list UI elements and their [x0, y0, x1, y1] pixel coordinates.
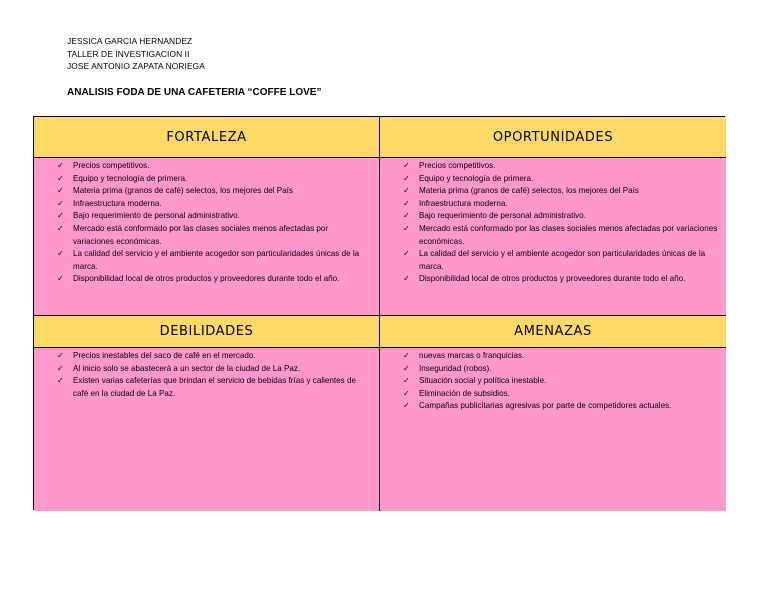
- list-item: [396, 198, 718, 211]
- fortaleza-list: [50, 160, 371, 286]
- fortaleza-cell: [34, 158, 380, 316]
- checkmark-icon: ✓: [403, 388, 410, 398]
- author-header: [67, 35, 205, 73]
- checkmark-icon: ✓: [403, 249, 410, 259]
- list-item-text: Precios inestables del saco de café en el mercado.: [73, 351, 256, 360]
- foda-table: [33, 116, 725, 510]
- debilidades-cell: [34, 348, 380, 511]
- list-item-text: Inseguridad (robos).: [419, 363, 492, 373]
- checkmark-icon: ✓: [57, 363, 64, 373]
- checkmark-icon: ✓: [57, 161, 64, 170]
- checkmark-icon: ✓: [57, 351, 64, 360]
- checkmark-icon: ✓: [403, 173, 410, 183]
- amenazas-list: [396, 350, 718, 413]
- list-item-text: Precios competitivos.: [419, 161, 496, 170]
- list-item: [396, 248, 718, 273]
- list-item: [396, 350, 718, 363]
- list-item-text: nuevas marcas o franquicias.: [419, 351, 525, 360]
- list-item-text: Eliminación de subsidios.: [419, 388, 510, 398]
- checkmark-icon: ✓: [403, 211, 410, 221]
- checkmark-icon: ✓: [403, 351, 410, 360]
- list-item-text: Situación social y política inestable.: [419, 376, 547, 386]
- list-item-text: Equipo y tecnología de primera.: [73, 173, 188, 183]
- list-item-text: Mercado está conformado por las clases sociales menos afectadas por variaciones económicas.: [419, 223, 718, 246]
- list-item-text: Disponibilidad local de otros productos y proveedores durante todo el año.: [419, 274, 686, 284]
- list-item-text: Precios competitivos.: [73, 161, 150, 170]
- list-item-text: Disponibilidad local de otros productos y proveedores durante todo el año.: [73, 274, 340, 284]
- teacher-line: JOSE ANTONIO ZAPATA NORIEGA: [67, 61, 205, 71]
- list-item: [396, 273, 718, 286]
- list-item-text: Equipo y tecnología de primera.: [419, 173, 534, 183]
- list-item: [396, 160, 718, 173]
- document-title: ANALISIS FODA DE UNA CAFETERIA “COFFE LOVE”: [67, 87, 322, 98]
- fortaleza-header: FORTALEZA: [34, 117, 380, 158]
- checkmark-icon: ✓: [57, 223, 64, 233]
- checkmark-icon: ✓: [57, 249, 64, 259]
- list-item: [396, 210, 718, 223]
- list-item-text: Campañas publicitarias agresivas por parte de competidores actuales.: [419, 401, 672, 411]
- list-item: [396, 185, 718, 198]
- list-item-text: Materia prima (granos de café) selectos, los mejores del País: [73, 186, 293, 196]
- list-item: [50, 185, 371, 198]
- list-item: [396, 363, 718, 376]
- oportunidades-cell: [380, 158, 726, 316]
- author-line: JESSICA GARCIA HERNANDEZ: [67, 36, 193, 46]
- list-item: [50, 350, 371, 363]
- amenazas-cell: [380, 348, 726, 511]
- list-item: [396, 388, 718, 401]
- list-item-text: Existen varias cafeterías que brindan el servicio de bebidas frías y calientes de café en la ciudad de La Paz.: [73, 376, 356, 398]
- checkmark-icon: ✓: [57, 173, 64, 183]
- list-item: [50, 160, 371, 173]
- oportunidades-header: OPORTUNIDADES: [380, 117, 726, 158]
- list-item: [396, 223, 718, 248]
- list-item: [396, 375, 718, 388]
- list-item: [50, 273, 371, 286]
- list-item-text: Mercado está conformado por las clases sociales menos afectadas por variaciones económicas.: [73, 223, 329, 246]
- list-item: [50, 248, 371, 273]
- oportunidades-list: [396, 160, 718, 286]
- list-item-text: Infraestructura moderna.: [73, 198, 162, 208]
- course-line: TALLER DE INVESTIGACION II: [67, 48, 190, 59]
- list-item: [50, 363, 371, 376]
- list-item-text: Infraestructura moderna.: [419, 198, 508, 208]
- list-item-text: Materia prima (granos de café) selectos, los mejores del País: [419, 186, 639, 196]
- checkmark-icon: ✓: [403, 186, 410, 196]
- amenazas-header: AMENAZAS: [380, 316, 726, 348]
- list-item-text: La calidad del servicio y el ambiente acogedor son particularidades únicas de la marca.: [73, 249, 360, 271]
- checkmark-icon: ✓: [403, 274, 410, 284]
- checkmark-icon: ✓: [57, 274, 64, 284]
- checkmark-icon: ✓: [57, 376, 64, 386]
- debilidades-header: DEBILIDADES: [34, 316, 380, 348]
- list-item-text: La calidad del servicio y el ambiente acogedor son particularidades únicas de la marca.: [419, 249, 706, 271]
- checkmark-icon: ✓: [57, 186, 64, 196]
- checkmark-icon: ✓: [57, 198, 64, 208]
- checkmark-icon: ✓: [57, 211, 64, 221]
- list-item: [50, 210, 371, 223]
- list-item: [50, 223, 371, 248]
- checkmark-icon: ✓: [403, 376, 410, 386]
- list-item-text: Bajo requerimiento de personal administrativo.: [419, 211, 586, 221]
- list-item: [50, 173, 371, 186]
- list-item: [50, 198, 371, 211]
- checkmark-icon: ✓: [403, 363, 410, 373]
- list-item: [50, 375, 371, 400]
- list-item-text: Bajo requerimiento de personal administrativo.: [73, 211, 240, 221]
- checkmark-icon: ✓: [403, 198, 410, 208]
- checkmark-icon: ✓: [403, 161, 410, 170]
- list-item: [396, 173, 718, 186]
- list-item-text: Al inicio solo se abastecerá a un sector de la ciudad de La Paz.: [73, 363, 301, 373]
- debilidades-list: [50, 350, 371, 400]
- checkmark-icon: ✓: [403, 401, 410, 411]
- list-item: [396, 400, 718, 413]
- checkmark-icon: ✓: [403, 223, 410, 233]
